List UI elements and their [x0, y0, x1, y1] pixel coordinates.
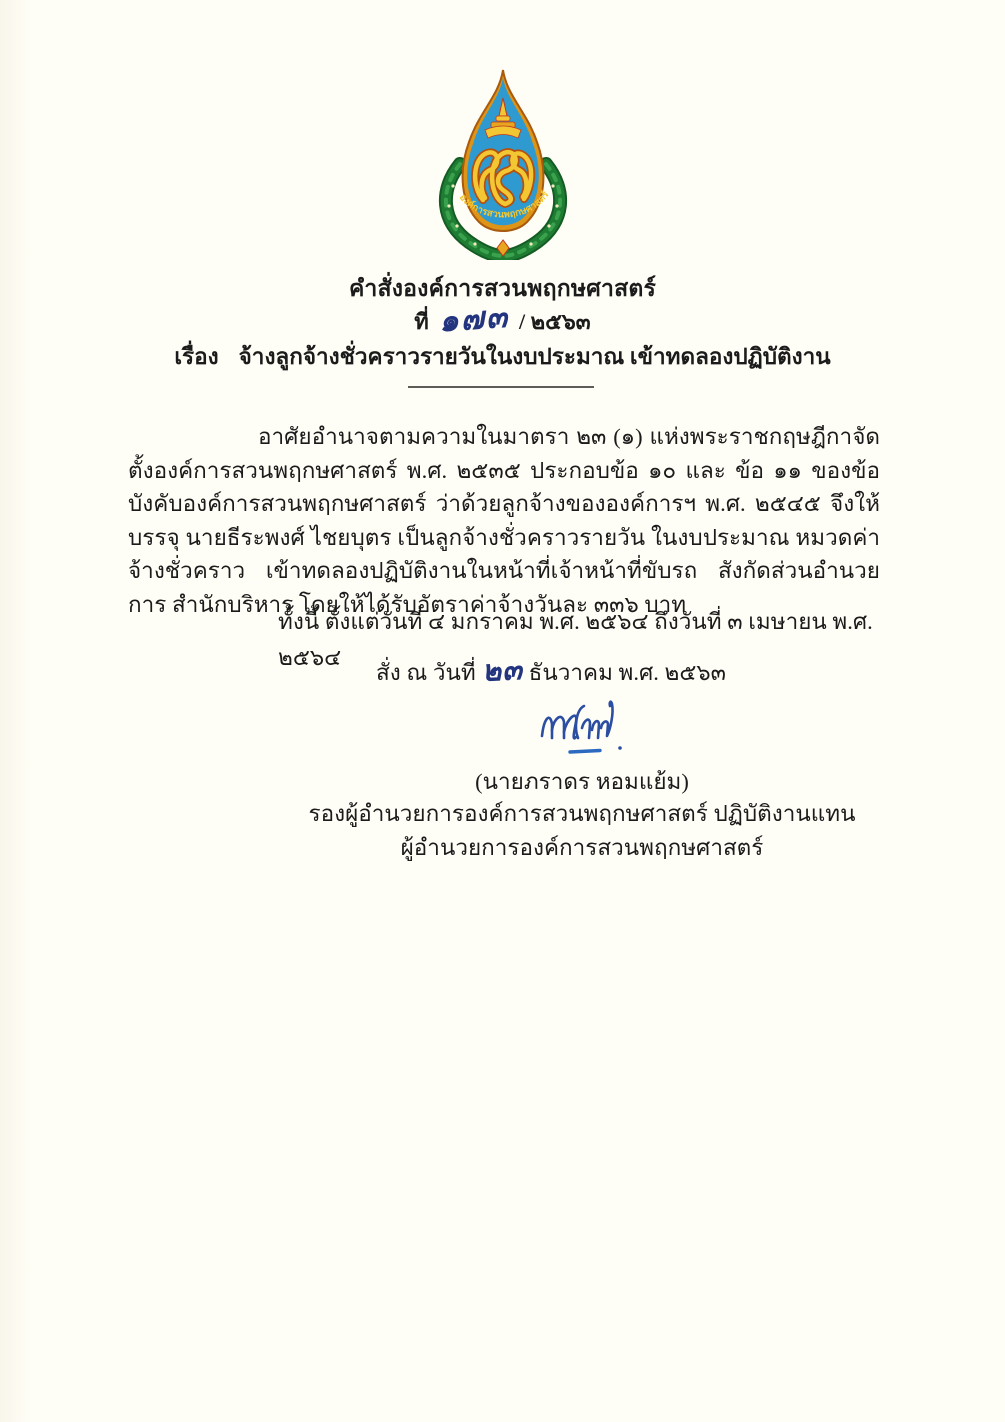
- order-number-year: / ๒๕๖๓: [518, 308, 591, 334]
- handwritten-signature: [536, 696, 636, 758]
- signature-block: [536, 696, 636, 758]
- botanical-garden-organization-emblem: [427, 68, 579, 260]
- body-paragraph-2: ทั้งนี้ ตั้งแต่วันที่ ๔ มกราคม พ.ศ. ๒๕๖๔ ถึงวันที่ ๓ เมษายน พ.ศ. ๒๕๖๔: [278, 609, 873, 670]
- subject-line: [0, 338, 1005, 374]
- order-number-handwritten: ๑๗๓: [437, 298, 510, 338]
- subject-text: จ้างลูกจ้างชั่วคราวรายวันในงบประมาณ เข้าทดลองปฏิบัติงาน: [238, 344, 831, 369]
- signer-position-line-2: ผู้อำนวยการองค์การสวนพฤกษศาสตร์: [400, 835, 764, 860]
- signature-underline: [570, 751, 600, 753]
- order-date-prefix: สั่ง ณ วันที่: [376, 660, 476, 685]
- order-date-suffix: ธันวาคม พ.ศ. ๒๕๖๓: [528, 660, 727, 685]
- signature-ink-dot: [618, 746, 622, 750]
- document-title: คำสั่งองค์การสวนพฤกษศาสตร์: [348, 276, 657, 301]
- emblem-graphic: [427, 68, 579, 260]
- signer-name: (นายภราดร หอมแย้ม): [475, 769, 689, 794]
- order-date-line: [376, 649, 896, 695]
- header-divider: [408, 386, 594, 388]
- order-number-prefix: ที่: [414, 308, 429, 334]
- order-number-line: [0, 300, 1005, 342]
- emblem-arc-text: องค์การสวนพฤกษศาสตร์: [456, 190, 552, 221]
- order-day-handwritten: ๒๓: [480, 653, 524, 689]
- signer-position-line-1: รองผู้อำนวยการองค์การสวนพฤกษศาสตร์ ปฏิบัติงานแทน: [308, 801, 856, 826]
- subject-label: เรื่อง: [174, 344, 219, 369]
- body-paragraph-1: อาศัยอำนาจตามความในมาตรา ๒๓ (๑) แห่งพระราชกฤษฎีกาจัดตั้งองค์การสวนพฤกษศาสตร์ พ.ศ. ๒๕๓๕ ประกอบข้อ ๑๐ และ ข้อ ๑๑ ของข้อบังคับองค์การสวนพฤกษศาสตร์ ว่าด้วยลูกจ้างขององค์การฯ พ.ศ. ๒๕๔๕ จึงให้บรรจุ นายธีระพงศ์ ไชยบุตร เป็นลูกจ้างชั่วคราวรายวัน ในงบประมาณ หมวดค่าจ้างชั่วคราว เข้าทดลองปฏิบัติงานในหน้าที่เจ้าหน้าที่ขับรถ สังกัดส่วนอำนวยการ สำนักบริหาร โดยให้ได้รับอัตราค่าจ้างวันละ ๓๓๖ บาท: [128, 424, 880, 617]
